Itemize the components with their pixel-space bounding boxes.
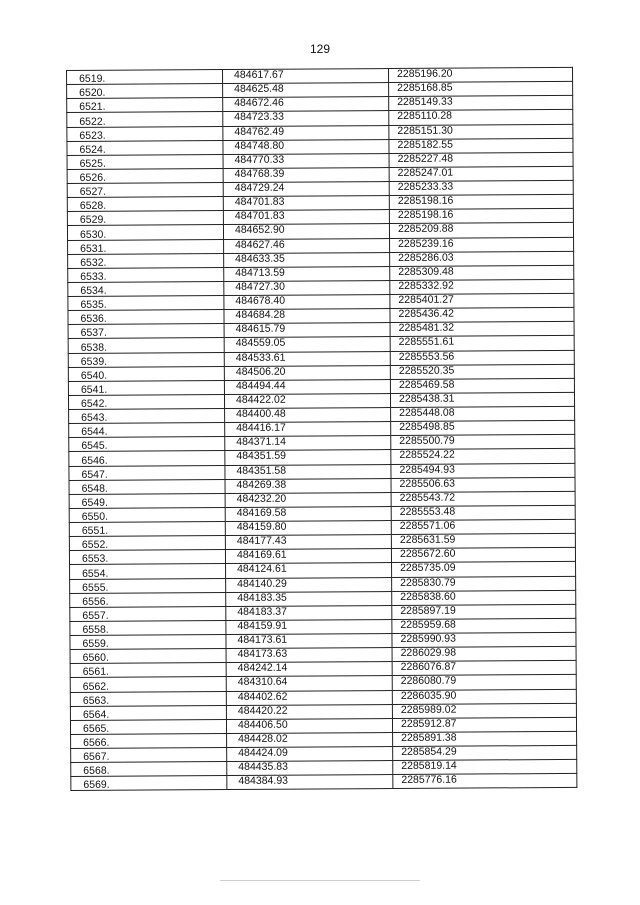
point-number-cell: 6568. [71, 762, 227, 777]
x-coordinate-cell: 484684.28 [224, 309, 390, 324]
x-coordinate-cell: 484242.14 [226, 662, 392, 677]
y-coordinate-cell: 2285198.16 [389, 195, 573, 210]
x-coordinate-cell: 484402.62 [226, 690, 392, 705]
x-coordinate-cell: 484159.91 [226, 619, 392, 634]
y-coordinate-cell: 2285553.48 [391, 505, 575, 520]
x-coordinate-cell: 484701.83 [223, 210, 389, 225]
point-number-cell: 6535. [68, 296, 224, 311]
x-coordinate-cell: 484729.24 [223, 182, 389, 197]
point-number-cell: 6555. [70, 578, 226, 593]
y-coordinate-cell: 2285198.16 [389, 209, 573, 224]
x-coordinate-cell: 484625.48 [223, 83, 389, 98]
coordinate-table [66, 67, 577, 791]
point-number-cell: 6537. [68, 324, 224, 339]
y-coordinate-cell: 2285286.03 [390, 251, 574, 266]
x-coordinate-cell: 484169.58 [225, 506, 391, 521]
point-number-cell: 6527. [67, 183, 223, 198]
y-coordinate-cell: 2285830.79 [392, 576, 576, 591]
x-coordinate-cell: 484713.59 [224, 266, 390, 281]
y-coordinate-cell: 2285543.72 [391, 491, 575, 506]
x-coordinate-cell: 484559.05 [224, 337, 390, 352]
y-coordinate-cell: 2285209.88 [389, 223, 573, 238]
x-coordinate-cell: 484183.37 [226, 605, 392, 620]
y-coordinate-cell: 2285672.60 [391, 548, 575, 563]
x-coordinate-cell: 484406.50 [226, 718, 392, 733]
point-number-cell: 6529. [67, 211, 223, 226]
point-number-cell: 6551. [69, 522, 225, 537]
x-coordinate-cell: 484140.29 [226, 577, 392, 592]
x-coordinate-cell: 484748.80 [223, 139, 389, 154]
x-coordinate-cell: 484678.40 [224, 295, 390, 310]
x-coordinate-cell: 484615.79 [224, 323, 390, 338]
point-number-cell: 6563. [70, 691, 226, 706]
y-coordinate-cell: 2286029.98 [392, 647, 576, 662]
point-number-cell: 6549. [69, 493, 225, 508]
y-coordinate-cell: 2285469.58 [390, 378, 574, 393]
point-number-cell: 6546. [69, 451, 225, 466]
point-number-cell: 6552. [69, 536, 225, 551]
y-coordinate-cell: 2285959.68 [392, 618, 576, 633]
x-coordinate-cell: 484633.35 [224, 252, 390, 267]
x-coordinate-cell: 484351.58 [225, 464, 391, 479]
x-coordinate-cell: 484183.35 [226, 591, 392, 606]
y-coordinate-cell: 2285239.16 [390, 237, 574, 252]
x-coordinate-cell: 484416.17 [225, 422, 391, 437]
point-number-cell: 6519. [67, 70, 223, 85]
x-coordinate-cell: 484424.09 [227, 747, 393, 762]
y-coordinate-cell: 2285838.60 [392, 590, 576, 605]
x-coordinate-cell: 484124.61 [226, 563, 392, 578]
y-coordinate-cell: 2285989.02 [392, 703, 576, 718]
point-number-cell: 6561. [70, 663, 226, 678]
y-coordinate-cell: 2285438.31 [390, 392, 574, 407]
y-coordinate-cell: 2285309.48 [390, 265, 574, 280]
coordinate-table-body [67, 67, 577, 790]
y-coordinate-cell: 2285436.42 [390, 308, 574, 323]
point-number-cell: 6524. [67, 140, 223, 155]
x-coordinate-cell: 484627.46 [224, 238, 390, 253]
point-number-cell: 6547. [69, 465, 225, 480]
x-coordinate-cell: 484494.44 [224, 379, 390, 394]
x-coordinate-cell: 484770.33 [223, 153, 389, 168]
x-coordinate-cell: 484400.48 [225, 408, 391, 423]
y-coordinate-cell: 2285182.55 [389, 138, 573, 153]
point-number-cell: 6553. [69, 550, 225, 565]
x-coordinate-cell: 484169.61 [225, 549, 391, 564]
point-number-cell: 6545. [69, 437, 225, 452]
y-coordinate-cell: 2285520.35 [390, 364, 574, 379]
x-coordinate-cell: 484727.30 [224, 280, 390, 295]
point-number-cell: 6542. [68, 394, 224, 409]
y-coordinate-cell: 2285401.27 [390, 293, 574, 308]
x-coordinate-cell: 484617.67 [223, 69, 389, 84]
point-number-cell: 6550. [69, 507, 225, 522]
point-number-cell: 6532. [68, 253, 224, 268]
x-coordinate-cell: 484422.02 [224, 393, 390, 408]
y-coordinate-cell: 2285151.30 [389, 124, 573, 139]
point-number-cell: 6528. [67, 197, 223, 212]
point-number-cell: 6557. [70, 606, 226, 621]
point-number-cell: 6538. [68, 338, 224, 353]
y-coordinate-cell: 2286076.87 [392, 661, 576, 676]
point-number-cell: 6548. [69, 479, 225, 494]
x-coordinate-cell: 484159.80 [225, 521, 391, 536]
point-number-cell: 6569. [71, 776, 227, 791]
y-coordinate-cell: 2285500.79 [391, 435, 575, 450]
y-coordinate-cell: 2285481.32 [390, 322, 574, 337]
point-number-cell: 6556. [70, 592, 226, 607]
y-coordinate-cell: 2285551.61 [390, 336, 574, 351]
y-coordinate-cell: 2286080.79 [392, 675, 576, 690]
y-coordinate-cell: 2285897.19 [392, 604, 576, 619]
point-number-cell: 6523. [67, 126, 223, 141]
point-number-cell: 6564. [70, 705, 226, 720]
y-coordinate-cell: 2285819.14 [393, 760, 577, 775]
point-number-cell: 6533. [68, 267, 224, 282]
y-coordinate-cell: 2285912.87 [392, 717, 576, 732]
y-coordinate-cell: 2285735.09 [392, 562, 576, 577]
point-number-cell: 6566. [71, 733, 227, 748]
y-coordinate-cell: 2285494.93 [391, 463, 575, 478]
x-coordinate-cell: 484420.22 [226, 704, 392, 719]
x-coordinate-cell: 484173.61 [226, 634, 392, 649]
y-coordinate-cell: 2285227.48 [389, 152, 573, 167]
y-coordinate-cell: 2285233.33 [389, 180, 573, 195]
point-number-cell: 6567. [71, 748, 227, 763]
point-number-cell: 6531. [68, 239, 224, 254]
y-coordinate-cell: 2285247.01 [389, 166, 573, 181]
x-coordinate-cell: 484351.59 [225, 450, 391, 465]
y-coordinate-cell: 2285332.92 [390, 279, 574, 294]
y-coordinate-cell: 2285448.08 [391, 406, 575, 421]
y-coordinate-cell: 2285553.56 [390, 350, 574, 365]
y-coordinate-cell: 2285149.33 [389, 96, 573, 111]
point-number-cell: 6558. [70, 620, 226, 635]
x-coordinate-cell: 484310.64 [226, 676, 392, 691]
point-number-cell: 6536. [68, 310, 224, 325]
point-number-cell: 6520. [67, 84, 223, 99]
x-coordinate-cell: 484768.39 [223, 167, 389, 182]
y-coordinate-cell: 2285990.93 [392, 632, 576, 647]
y-coordinate-cell: 2286035.90 [392, 689, 576, 704]
x-coordinate-cell: 484384.93 [227, 775, 393, 790]
x-coordinate-cell: 484701.83 [223, 196, 389, 211]
page-number: 129 [309, 42, 331, 56]
y-coordinate-cell: 2285854.29 [393, 745, 577, 760]
scan-artifact-line [220, 880, 420, 881]
x-coordinate-cell: 484435.83 [227, 761, 393, 776]
point-number-cell: 6522. [67, 112, 223, 127]
point-number-cell: 6525. [67, 154, 223, 169]
x-coordinate-cell: 484533.61 [224, 351, 390, 366]
x-coordinate-cell: 484428.02 [227, 732, 393, 747]
x-coordinate-cell: 484232.20 [225, 492, 391, 507]
y-coordinate-cell: 2285506.63 [391, 477, 575, 492]
y-coordinate-cell: 2285168.85 [389, 82, 573, 97]
point-number-cell: 6539. [68, 352, 224, 367]
x-coordinate-cell: 484652.90 [223, 224, 389, 239]
x-coordinate-cell: 484762.49 [223, 125, 389, 140]
y-coordinate-cell: 2285571.06 [391, 519, 575, 534]
point-number-cell: 6526. [67, 168, 223, 183]
y-coordinate-cell: 2285776.16 [393, 774, 577, 789]
point-number-cell: 6544. [69, 423, 225, 438]
y-coordinate-cell: 2285891.38 [393, 731, 577, 746]
y-coordinate-cell: 2285631.59 [391, 534, 575, 549]
x-coordinate-cell: 484177.43 [225, 535, 391, 550]
y-coordinate-cell: 2285524.22 [391, 449, 575, 464]
point-number-cell: 6562. [70, 677, 226, 692]
x-coordinate-cell: 484269.38 [225, 478, 391, 493]
table-row [71, 774, 577, 791]
point-number-cell: 6559. [70, 635, 226, 650]
x-coordinate-cell: 484173.63 [226, 648, 392, 663]
point-number-cell: 6534. [68, 281, 224, 296]
x-coordinate-cell: 484506.20 [224, 365, 390, 380]
y-coordinate-cell: 2285110.28 [389, 110, 573, 125]
point-number-cell: 6565. [70, 719, 226, 734]
y-coordinate-cell: 2285196.20 [388, 67, 572, 82]
point-number-cell: 6560. [70, 649, 226, 664]
point-number-cell: 6530. [67, 225, 223, 240]
x-coordinate-cell: 484723.33 [223, 111, 389, 126]
x-coordinate-cell: 484672.46 [223, 97, 389, 112]
point-number-cell: 6521. [67, 98, 223, 113]
x-coordinate-cell: 484371.14 [225, 436, 391, 451]
y-coordinate-cell: 2285498.85 [391, 421, 575, 436]
point-number-cell: 6554. [70, 564, 226, 579]
point-number-cell: 6543. [69, 409, 225, 424]
point-number-cell: 6541. [68, 380, 224, 395]
point-number-cell: 6540. [68, 366, 224, 381]
